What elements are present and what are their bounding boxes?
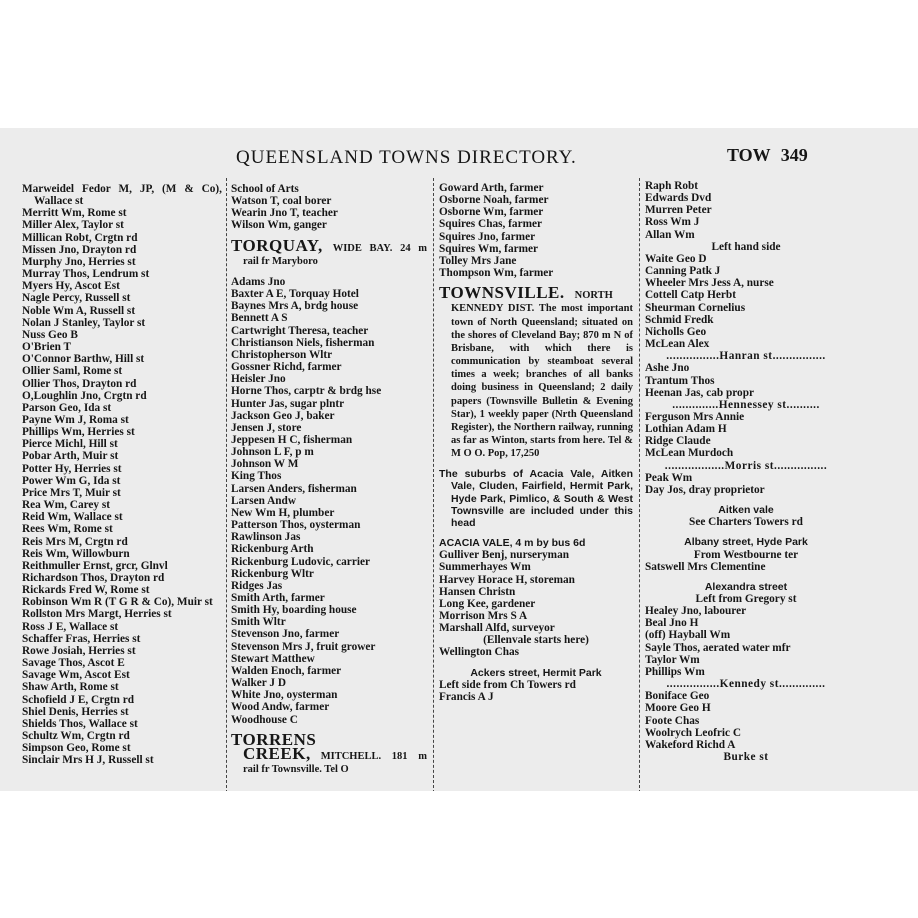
directory-entry: King Thos <box>231 470 282 483</box>
directory-entry: Raph Robt <box>645 180 699 192</box>
directory-entry: Francis A J <box>439 690 494 703</box>
directory-entry: Gulliver Benj, nurseryman <box>439 549 570 562</box>
directory-entry: New Wm H, plumber <box>231 506 335 519</box>
directory-entry: Murray Thos, Lendrum st <box>22 268 150 281</box>
directory-entry: Reid Wm, Wallace st <box>22 511 123 524</box>
directory-entry: Merritt Wm, Rome st <box>22 207 127 220</box>
directory-entry: Harvey Horace H, storeman <box>439 573 575 586</box>
directory-entry: Tolley Mrs Jane <box>439 254 517 267</box>
directory-entry: Rowe Josiah, Herries st <box>22 644 136 657</box>
directory-entry: Shaw Arth, Rome st <box>22 681 119 694</box>
directory-entry: Murphy Jno, Herries st <box>22 255 136 268</box>
directory-entry: O,Loughlin Jno, Crgtn rd <box>22 389 147 402</box>
directory-entry: Christopherson Wltr <box>231 348 333 361</box>
directory-entry: Day Jos, dray proprietor <box>645 483 765 496</box>
directory-entry: Morrison Mrs S A <box>439 610 528 622</box>
directory-entry: Nuss Geo B <box>22 328 78 341</box>
directory-entry: Smith Hy, boarding house <box>231 604 357 617</box>
page-number: 349 <box>780 145 808 165</box>
directory-entry: Smith Wltr <box>231 616 286 629</box>
directory-entry: Bennett A S <box>231 312 288 325</box>
town-description: WIDE BAY. 24 m rail fr Maryboro <box>243 242 427 267</box>
directory-entry: Millican Robt, Crgtn rd <box>22 231 138 244</box>
directory-entry: Cartwright Theresa, teacher <box>231 324 369 337</box>
directory-entry: Summerhayes Wm <box>439 561 531 574</box>
directory-entry: Nolan J Stanley, Taylor st <box>22 316 146 329</box>
directory-entry: Schultz Wm, Crgtn rd <box>22 730 130 743</box>
directory-entry: Ollier Thos, Drayton rd <box>22 377 137 390</box>
directory-entry: Missen Jno, Drayton rd <box>22 243 137 256</box>
directory-entry: Woolrych Leofric C <box>645 726 742 739</box>
street-heading: Albany street, Hyde Park <box>684 536 808 549</box>
directory-entry: Gossner Richd, farmer <box>231 361 342 374</box>
directory-entry: Pierce Michl, Hill st <box>22 438 118 451</box>
directory-entry: Healey Jno, labourer <box>645 605 747 618</box>
directory-entry: Wilson Wm, ganger <box>231 219 327 232</box>
directory-entry: Larsen Andw <box>231 494 296 507</box>
directory-entry: Adams Jno <box>231 275 286 288</box>
centered-note: Left hand side <box>711 240 781 253</box>
directory-entry: Myers Hy, Ascot Est <box>22 280 120 293</box>
directory-entry: Wakeford Richd A <box>645 738 736 751</box>
directory-entry: Ferguson Mrs Annie <box>645 410 745 423</box>
column-3 <box>439 182 633 703</box>
directory-entry: Boniface Geo <box>645 690 710 703</box>
directory-entry: Johnson L F, p m <box>231 446 314 459</box>
directory-entry: Schaffer Fras, Herries st <box>22 632 141 645</box>
directory-entry: Rickenburg Wltr <box>231 567 314 580</box>
directory-entry: Goward Arth, farmer <box>439 182 544 194</box>
directory-entry: Shiel Denis, Herries st <box>22 705 129 718</box>
directory-entry: Long Kee, gardener <box>439 597 536 610</box>
directory-entry: Lothian Adam H <box>645 423 727 436</box>
directory-entry: Rea Wm, Carey st <box>22 499 111 512</box>
note-text: ACACIA VALE, 4 m by bus 6d <box>439 537 586 550</box>
spacer <box>231 268 427 276</box>
directory-entry: Stewart Matthew <box>231 652 315 665</box>
directory-entry: Trantum Thos <box>645 374 715 387</box>
directory-entry: Parson Geo, Ida st <box>22 401 112 414</box>
spacer <box>439 460 633 468</box>
directory-entry: White Jno, oysterman <box>231 689 338 702</box>
directory-entry: Miller Alex, Taylor st <box>22 219 124 232</box>
directory-entry: Heenan Jas, cab propr <box>645 386 755 399</box>
directory-entry: Price Mrs T, Muir st <box>22 486 121 499</box>
directory-entry: Squires Wm, farmer <box>439 242 539 255</box>
directory-entry: Taylor Wm <box>645 653 700 666</box>
column-1 <box>22 183 222 767</box>
directory-entry: Phillips Wm, Herries st <box>22 426 135 439</box>
town-name: TORQUAY, <box>231 235 323 255</box>
directory-entry: Noble Wm A, Russell st <box>22 304 136 317</box>
directory-entry: Osborne Noah, farmer <box>439 194 549 207</box>
directory-entry: Rawlinson Jas <box>231 531 301 544</box>
directory-entry: Murren Peter <box>645 204 712 217</box>
directory-entry: Ollier Saml, Rome st <box>22 365 123 378</box>
directory-entry: Wheeler Mrs Jess A, nurse <box>645 277 774 290</box>
directory-entry: Cottell Catp Herbt <box>645 289 736 302</box>
directory-entry: Shields Thos, Wallace st <box>22 717 138 730</box>
centered-note: See Charters Towers rd <box>689 516 803 529</box>
directory-entry: Left side from Ch Towers rd <box>439 678 576 691</box>
directory-entry: Johnson W M <box>231 458 299 471</box>
directory-entry: Edwards Dvd <box>645 192 712 205</box>
directory-entry: (off) Hayball Wm <box>645 629 731 642</box>
centered-note: Left from Gregory st <box>695 593 797 605</box>
directory-entry: Horne Thos, carptr & brdg hse <box>231 385 382 398</box>
directory-entry: Schmid Fredk <box>645 313 714 326</box>
directory-entry: Foote Chas <box>645 714 700 727</box>
directory-entry: Schofield J E, Crgtn rd <box>22 693 135 706</box>
directory-entry: Ashe Jno <box>645 362 690 375</box>
directory-entry: Walden Enoch, farmer <box>231 664 342 677</box>
town-heading <box>231 729 427 776</box>
directory-entry: Patterson Thos, oysterman <box>231 519 361 532</box>
directory-entry: Marshall Alfd, surveyor <box>439 622 555 635</box>
directory-entry: O'Connor Barthw, Hill st <box>22 353 145 366</box>
directory-entry: Ridge Claude <box>645 435 711 448</box>
directory-entry: McLean Murdoch <box>645 447 734 460</box>
street-heading: Ackers street, Hermit Park <box>470 666 602 679</box>
directory-entry: Savage Wm, Ascot Est <box>22 669 130 682</box>
column-4 <box>645 180 847 763</box>
town-heading <box>231 235 427 268</box>
town-heading <box>439 283 633 460</box>
street-separator: ................Kennedy st.............. <box>666 678 826 691</box>
directory-entry: Rickenburg Ludovic, carrier <box>231 555 370 568</box>
directory-entry: Hansen Christn <box>439 585 516 598</box>
page-header-right <box>727 145 808 166</box>
section-label: TOW <box>727 145 771 165</box>
street-heading: Aitken vale <box>718 504 774 517</box>
directory-entry: Walker J D <box>231 677 287 690</box>
directory-entry: Ridges Jas <box>231 579 283 592</box>
centered-note: (Ellenvale starts here) <box>483 634 589 647</box>
centered-note: From Westbourne ter <box>693 548 799 561</box>
directory-entry: Smith Arth, farmer <box>231 592 325 604</box>
town-name: TOWNSVILLE. <box>439 283 565 303</box>
directory-entry: Allan Wm <box>645 228 695 241</box>
street-separator: ..................Morris st................ <box>664 459 828 472</box>
column-divider <box>639 178 640 791</box>
directory-entry: Baynes Mrs A, brdg house <box>231 300 359 313</box>
directory-entry: Robinson Wm R (T G R & Co), Muir st <box>22 596 213 609</box>
directory-entry: Rollston Mrs Margt, Herries st <box>22 608 172 621</box>
town-name: TORRENS CREEK, <box>231 729 317 763</box>
directory-entry: Jensen J, store <box>231 421 302 434</box>
directory-entry: Reis Wm, Willowburn <box>22 547 130 560</box>
street-separator: Burke st <box>723 751 769 764</box>
directory-entry: Rees Wm, Rome st <box>22 523 113 536</box>
town-description: MITCHELL. 181 m rail fr Townsville. Tel O <box>243 750 427 776</box>
directory-entry: Rickenburg Arth <box>231 543 314 556</box>
directory-entry: Rickards Fred W, Rome st <box>22 584 150 597</box>
column-2 <box>231 183 427 776</box>
directory-entry: Peak Wm <box>645 471 693 484</box>
directory-entry: Simpson Geo, Rome st <box>22 742 131 755</box>
directory-entry: O'Brien T <box>22 341 72 354</box>
directory-entry: Wood Andw, farmer <box>231 701 330 714</box>
directory-entry: Pobar Arth, Muir st <box>22 450 119 463</box>
directory-entry: Sheurman Cornelius <box>645 301 746 314</box>
directory-entry: Richardson Thos, Drayton rd <box>22 572 165 584</box>
directory-entry: Osborne Wm, farmer <box>439 206 544 219</box>
directory-entry: Ross J E, Wallace st <box>22 620 119 633</box>
directory-entry: Nagle Percy, Russell st <box>22 292 131 305</box>
directory-entry: Wellington Chas <box>439 646 520 659</box>
directory-entry: Potter Hy, Herries st <box>22 462 122 475</box>
directory-entry: Jackson Geo J, baker <box>231 409 335 422</box>
directory-entry: Christianson Niels, fisherman <box>231 336 375 349</box>
directory-entry: Squires Chas, farmer <box>439 218 543 231</box>
directory-entry: Sinclair Mrs H J, Russell st <box>22 754 154 767</box>
column-divider <box>433 178 434 791</box>
directory-page <box>0 128 918 791</box>
directory-entry: School of Arts <box>231 183 299 195</box>
spacer <box>439 529 633 537</box>
directory-entry: Moore Geo H <box>645 702 711 715</box>
directory-entry: Reis Mrs M, Crgtn rd <box>22 535 128 548</box>
directory-entry: Hunter Jas, sugar plntr <box>231 397 345 410</box>
column-divider <box>226 178 227 791</box>
street-heading: Alexandra street <box>704 580 788 593</box>
directory-entry: Power Wm G, Ida st <box>22 474 121 487</box>
directory-entry: Savage Thos, Ascot E <box>22 657 125 670</box>
directory-entry: Heisler Jno <box>231 373 286 386</box>
directory-entry: Sayle Thos, aerated water mfr <box>645 641 791 654</box>
directory-entry: Woodhouse C <box>231 713 298 726</box>
directory-entry: Beal Jno H <box>645 617 699 630</box>
directory-entry: Ross Wm J <box>645 216 700 229</box>
directory-entry: Thompson Wm, farmer <box>439 267 554 280</box>
note-text: The suburbs of Acacia Vale, Aitken Vale, Cluden, Fairfield, Hermit Park, Hyde Park, Pimlico, & South & West Townsville are included under this head <box>439 468 633 529</box>
directory-entry: Squires Jno, farmer <box>439 230 536 243</box>
directory-entry: Jeppesen H C, fisherman <box>231 433 353 446</box>
directory-entry: Waite Geo D <box>645 252 707 265</box>
directory-entry: Watson T, coal borer <box>231 195 332 208</box>
directory-entry: Stevenson Jno, farmer <box>231 628 340 641</box>
directory-entry: Nicholls Geo <box>645 325 707 338</box>
street-separator: ................Hanran st................ <box>666 350 826 363</box>
directory-entry: Phillips Wm <box>645 665 705 678</box>
directory-entry: Stevenson Mrs J, fruit grower <box>231 640 376 653</box>
directory-entry: Wearin Jno T, teacher <box>231 207 338 220</box>
directory-entry: Reithmuller Ernst, grcr, Glnvl <box>22 559 168 572</box>
directory-entry: Larsen Anders, fisherman <box>231 482 357 495</box>
directory-entry: Payne Wm J, Roma st <box>22 413 129 426</box>
directory-entry: Canning Patk J <box>645 265 721 278</box>
street-separator: ..............Hennessey st.......... <box>672 398 820 411</box>
page-title: QUEENSLAND TOWNS DIRECTORY. <box>236 147 577 168</box>
directory-entry: Baxter A E, Torquay Hotel <box>231 288 359 301</box>
directory-entry: Marweidel Fedor M, JP, (M & Co), Wallace st <box>22 183 222 208</box>
directory-entry: Satswell Mrs Clementine <box>645 560 766 573</box>
directory-entry: McLean Alex <box>645 338 710 351</box>
town-description: NORTH KENNEDY DIST. The most important town of North Queensland; situated on the shores of Cleveland Bay; 870 m N of Brisbane, with which there is communication by steamboat several times a week; branches of all banks doing business in Queensland; 2 daily papers (Townsville Bulletin & Evening Star), 1 weekly paper (Nrth Queensland Register), the Northern railway, running as far as Winton, starts from here. Tel & M O O. Pop, 17,250 <box>451 290 633 460</box>
